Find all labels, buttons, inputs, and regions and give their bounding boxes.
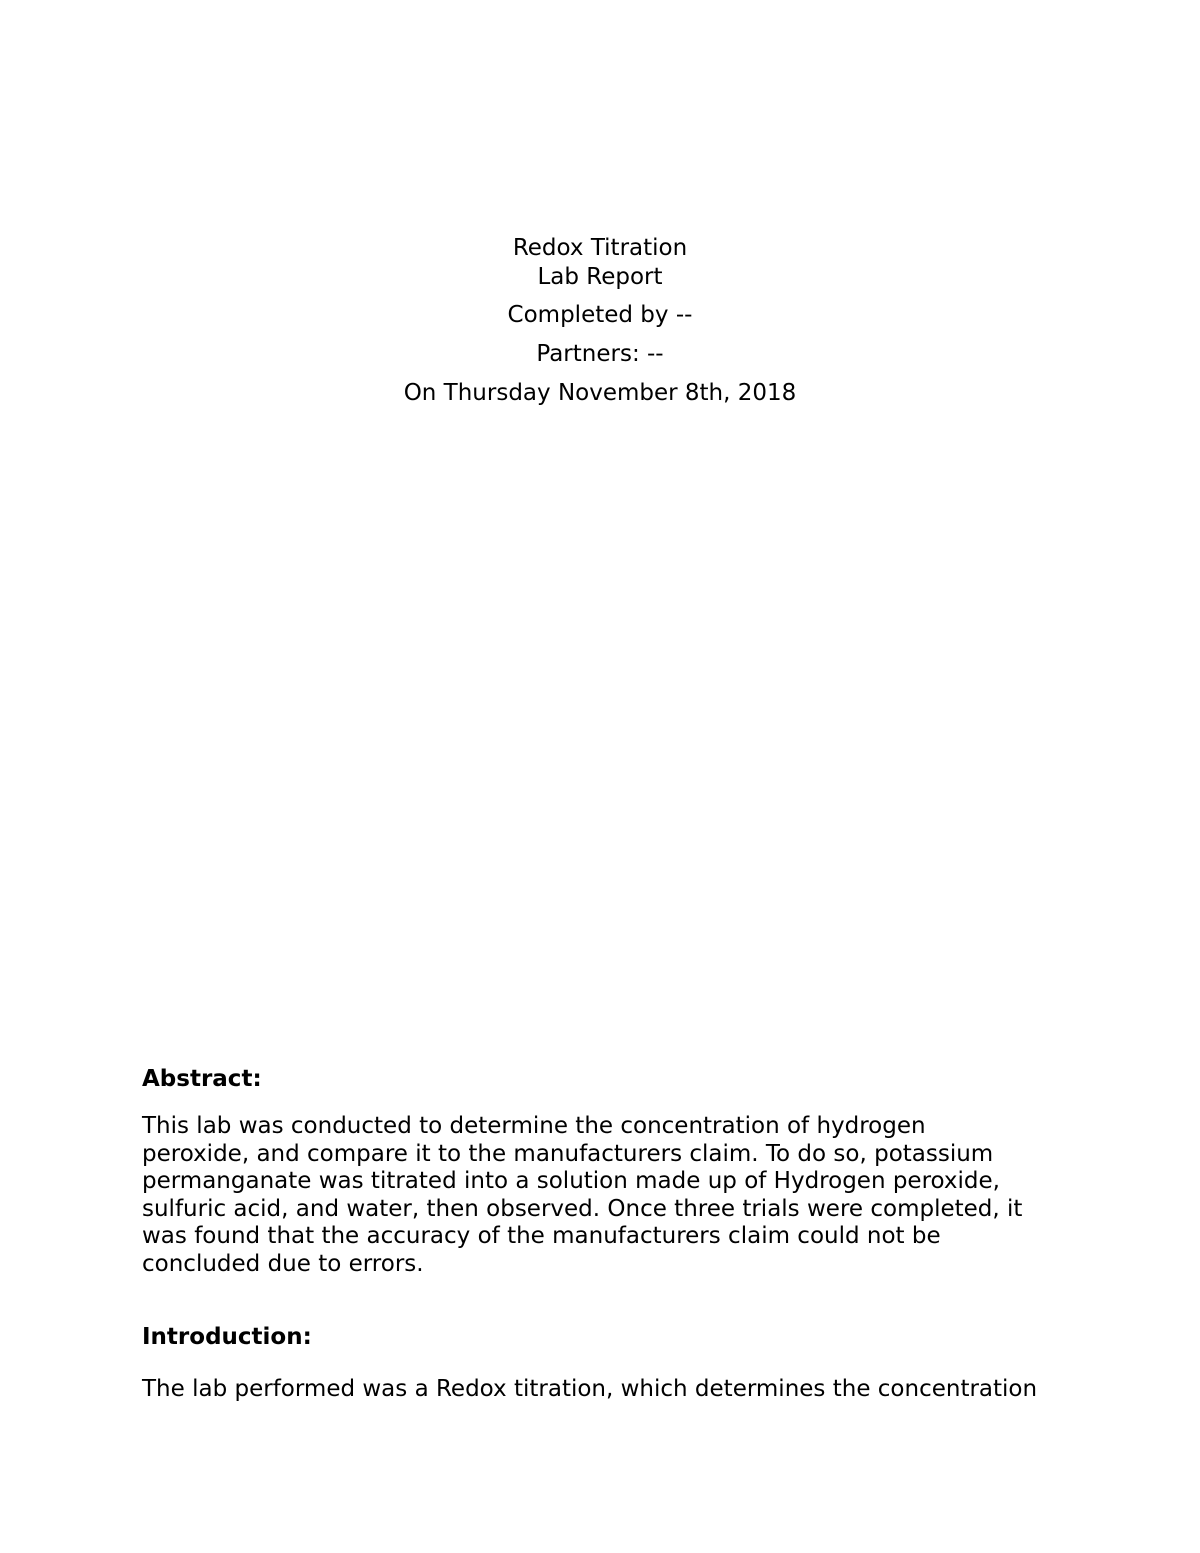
abstract-line: concluded due to errors.	[142, 1250, 424, 1277]
abstract-paragraph	[142, 1113, 1082, 1278]
introduction-heading: Introduction:	[142, 1324, 312, 1350]
abstract-line: permanganate was titrated into a solution made up of Hydrogen peroxide,	[142, 1168, 1000, 1194]
abstract-line: peroxide, and compare it to the manufacturers claim. To do so, potassium	[142, 1140, 994, 1167]
abstract-heading: Abstract:	[142, 1066, 262, 1092]
introduction-line: The lab performed was a Redox titration, which determines the concentration	[142, 1376, 1038, 1402]
introduction-paragraph	[142, 1376, 1082, 1404]
date-line: On Thursday November 8th, 2018	[403, 380, 797, 406]
abstract-line: This lab was conducted to determine the concentration of hydrogen	[142, 1113, 926, 1139]
completed-by-line: Completed by --	[507, 302, 693, 328]
report-title: Redox Titration	[512, 235, 688, 261]
abstract-line: was found that the accuracy of the manufacturers claim could not be	[142, 1223, 941, 1249]
abstract-line: sulfuric acid, and water, then observed. Once three trials were completed, it	[142, 1195, 1023, 1222]
report-subtitle: Lab Report	[537, 264, 663, 290]
partners-line: Partners: --	[536, 341, 664, 367]
